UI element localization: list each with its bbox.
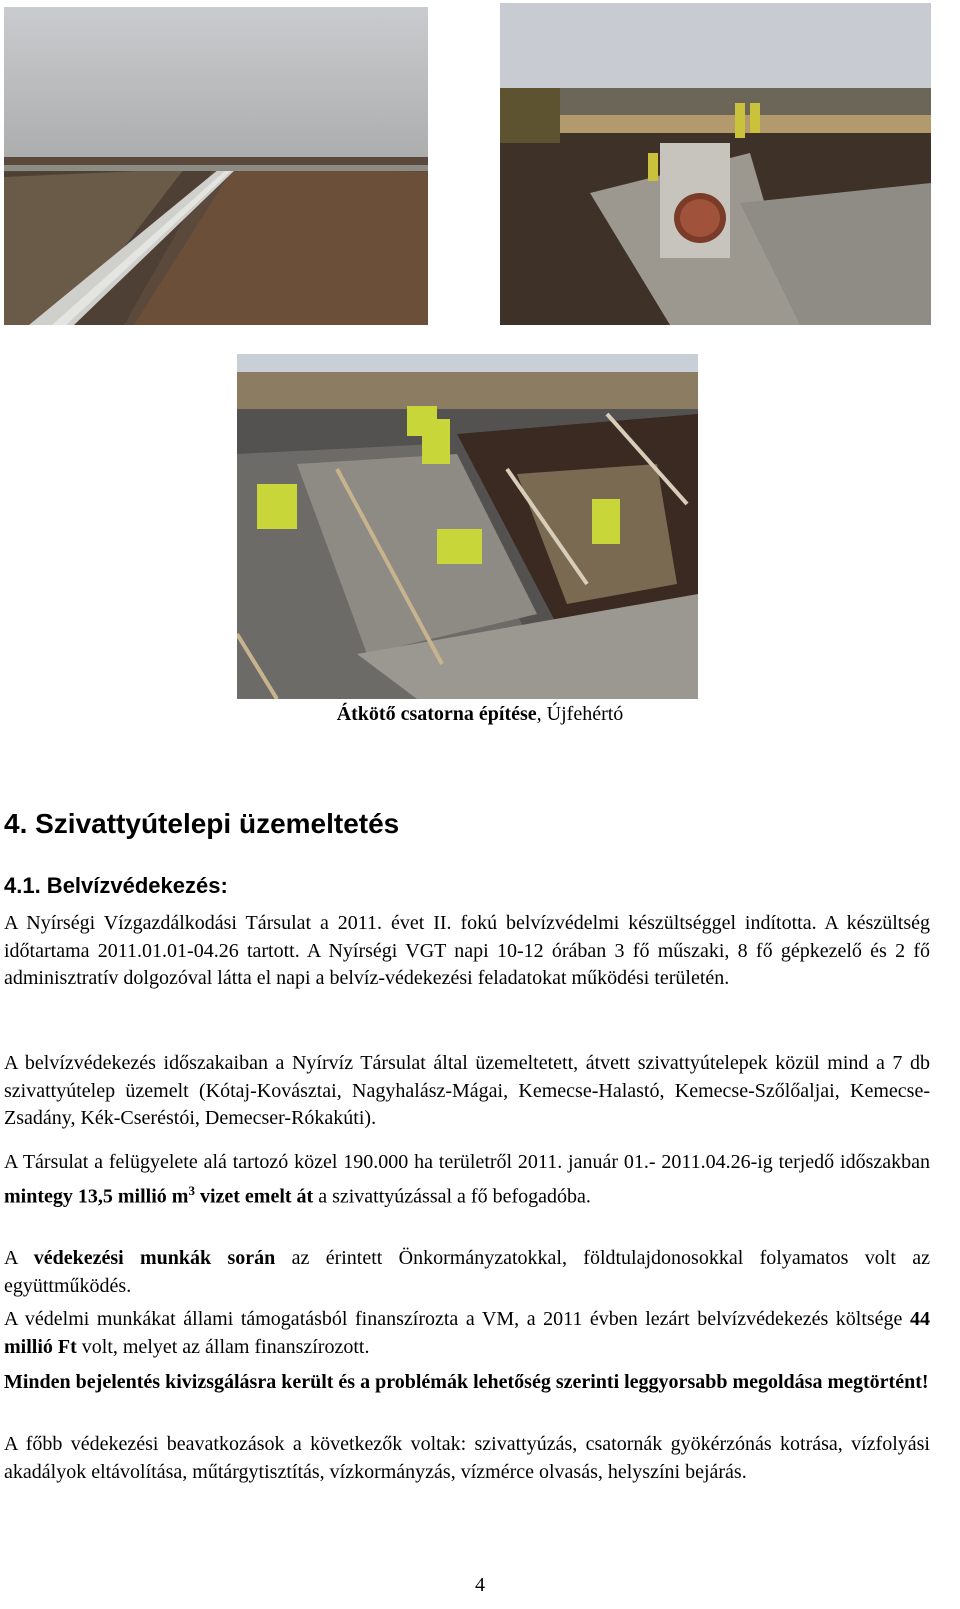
photo-canal-fog bbox=[4, 7, 428, 325]
paragraph-funding: A védelmi munkákat állami támogatásból finanszírozta a VM, a 2011 évben lezárt belvízvédekezés költsége 44 millió Ft volt, melyet az állam finanszírozott. bbox=[4, 1308, 930, 1358]
paragraph-pump-stations: A belvízvédekezés időszakaiban a Nyírvíz Társulat által üzemeltetett, átvett szivattyútelepek közül mind a 7 db szivattyútelep üzemelt (Kótaj-Kovásztai, Nagyhalász-Mágai, Kemecse-Halastó, Kemecse-Szőlőaljai, Kemecse-Zsadány, Kék-Cseréstói, Demecser-Rókakúti). bbox=[4, 1052, 930, 1129]
caption-location: , Újfehértó bbox=[536, 703, 624, 725]
paragraph-cooperation: A védekezési munkák során az érintett Önkormányzatokkal, földtulajdonosokkal folyamatos volt az együttműködés. bbox=[4, 1247, 931, 1297]
paragraph-water-volume: A Társulat a felügyelete alá tartozó közel 190.000 ha területről 2011. január 01.- 2011.04.26-ig terjedő időszakban mintegy 13,5 millió $m^3$ vizet emelt át a szivattyúzással a fő befogadóba. bbox=[4, 1151, 930, 1208]
paragraph-reports-resolved: Minden bejelentés kivizsgálásra került és a problémák lehetőség szerinti leggyorsabb megoldása megtörtént! bbox=[4, 1371, 929, 1393]
subsection-heading: 4.1. Belvízvédekezés: bbox=[4, 873, 228, 898]
paragraph-readiness: A Nyírségi Vízgazdálkodási Társulat a 2011. évet II. fokú belvízvédelmi készültséggel indította. A készültség időtartama 2011.01.01-04.26 tartott. A Nyírségi VGT napi 10-12 órában 3 fő műszaki, 8 fő gépkezelő és 2 fő adminisztratív dolgozóval látta el napi a belvíz-védekezési feladatokat működési területén. bbox=[4, 912, 930, 989]
page-number: 4 bbox=[475, 1574, 485, 1596]
section-heading: 4. Szivattyútelepi üzemeltetés bbox=[4, 808, 400, 839]
figure-caption bbox=[0, 703, 960, 726]
caption-bold: Átkötő csatorna építése bbox=[336, 703, 537, 725]
paragraph-interventions: A főbb védekezési beavatkozások a következők voltak: szivattyúzás, csatornák gyökérzónás kotrása, vízfolyási akadályok eltávolítása, műtárgytisztítás, vízkormányzás, vízmérce olvasás, helyszíni bejárás. bbox=[4, 1433, 930, 1483]
photo-culvert-construction bbox=[500, 3, 931, 325]
photo-workers-stone-lining bbox=[237, 354, 698, 699]
